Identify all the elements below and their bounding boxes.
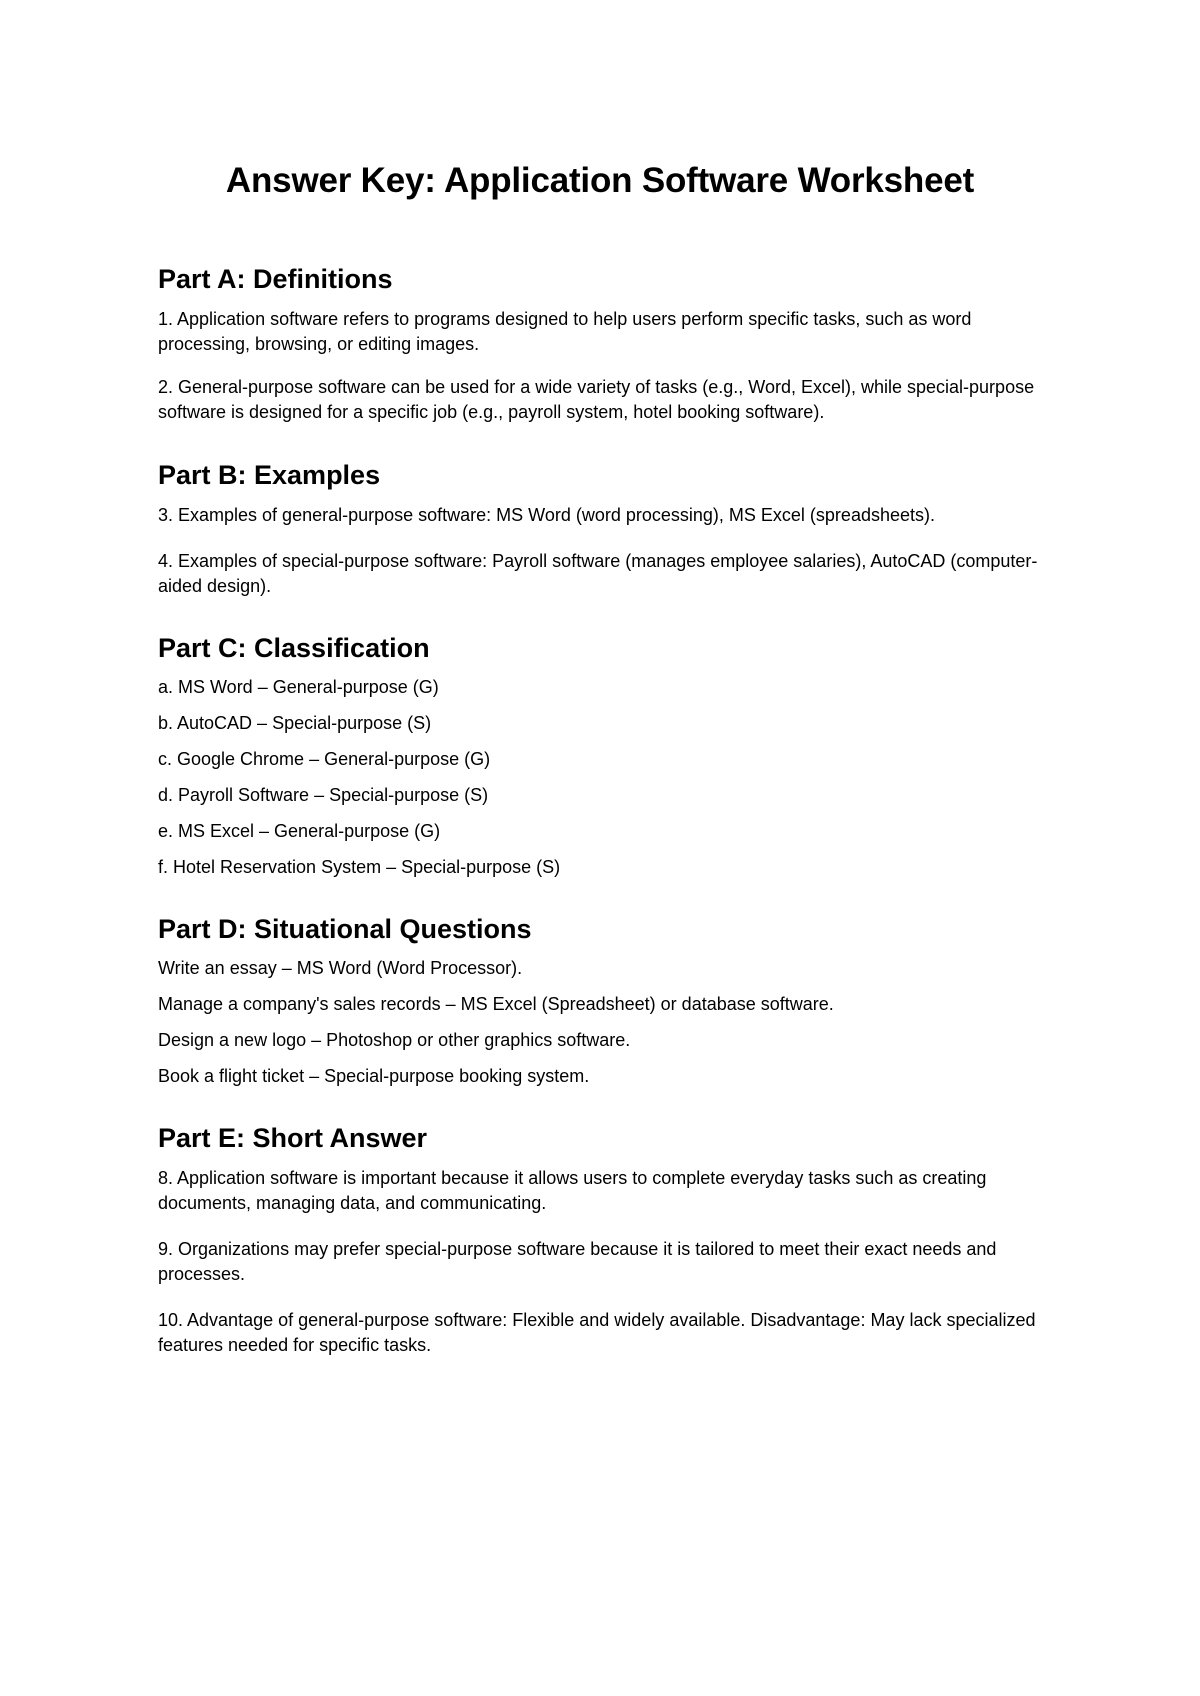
answer-9: 9. Organizations may prefer special-purpose software because it is tailored to meet their exact needs and processes. xyxy=(158,1239,997,1284)
classification-item: d. Payroll Software – Special-purpose (S) xyxy=(158,785,489,805)
situational-answer: Book a flight ticket – Special-purpose booking system. xyxy=(158,1066,590,1086)
section-part-c xyxy=(158,631,1058,880)
section-heading-part-d: Part D: Situational Questions xyxy=(158,914,532,944)
section-part-e xyxy=(158,1121,1058,1358)
section-heading-part-b: Part B: Examples xyxy=(158,460,381,490)
answer-8: 8. Application software is important because it allows users to complete everyday tasks such as creating documents, managing data, and communicating. xyxy=(158,1168,987,1213)
answer-2: 2. General-purpose software can be used for a wide variety of tasks (e.g., Word, Excel), while special-purpose software is designed for a specific job (e.g., payroll system, hotel booking software). xyxy=(158,377,1035,422)
classification-item: e. MS Excel – General-purpose (G) xyxy=(158,821,441,841)
classification-item: c. Google Chrome – General-purpose (G) xyxy=(158,749,491,769)
section-heading-part-c: Part C: Classification xyxy=(158,633,430,663)
section-heading-part-a: Part A: Definitions xyxy=(158,264,393,294)
section-part-a xyxy=(158,262,1058,425)
document-body xyxy=(158,262,1058,1358)
situational-answer: Write an essay – MS Word (Word Processor). xyxy=(158,958,523,978)
page-title: Answer Key: Application Software Worksheet xyxy=(225,161,975,200)
classification-item: b. AutoCAD – Special-purpose (S) xyxy=(158,713,432,733)
classification-item: a. MS Word – General-purpose (G) xyxy=(158,677,439,697)
answer-3: 3. Examples of general-purpose software: MS Word (word processing), MS Excel (spreadsheets). xyxy=(158,505,935,525)
answer-1: 1. Application software refers to programs designed to help users perform specific tasks, such as word processing, browsing, or editing images. xyxy=(158,309,972,354)
answer-10: 10. Advantage of general-purpose software: Flexible and widely available. Disadvantage: May lack specialized features needed for specific tasks. xyxy=(158,1310,1036,1355)
section-heading-part-e: Part E: Short Answer xyxy=(158,1123,428,1153)
section-part-d xyxy=(158,912,1058,1089)
classification-item: f. Hotel Reservation System – Special-purpose (S) xyxy=(158,857,561,877)
situational-answer: Manage a company's sales records – MS Excel (Spreadsheet) or database software. xyxy=(158,994,834,1014)
situational-answer: Design a new logo – Photoshop or other graphics software. xyxy=(158,1030,631,1050)
answer-4: 4. Examples of special-purpose software: Payroll software (manages employee salaries), AutoCAD (computer-aided design). xyxy=(158,551,1038,596)
section-part-b xyxy=(158,458,1058,599)
